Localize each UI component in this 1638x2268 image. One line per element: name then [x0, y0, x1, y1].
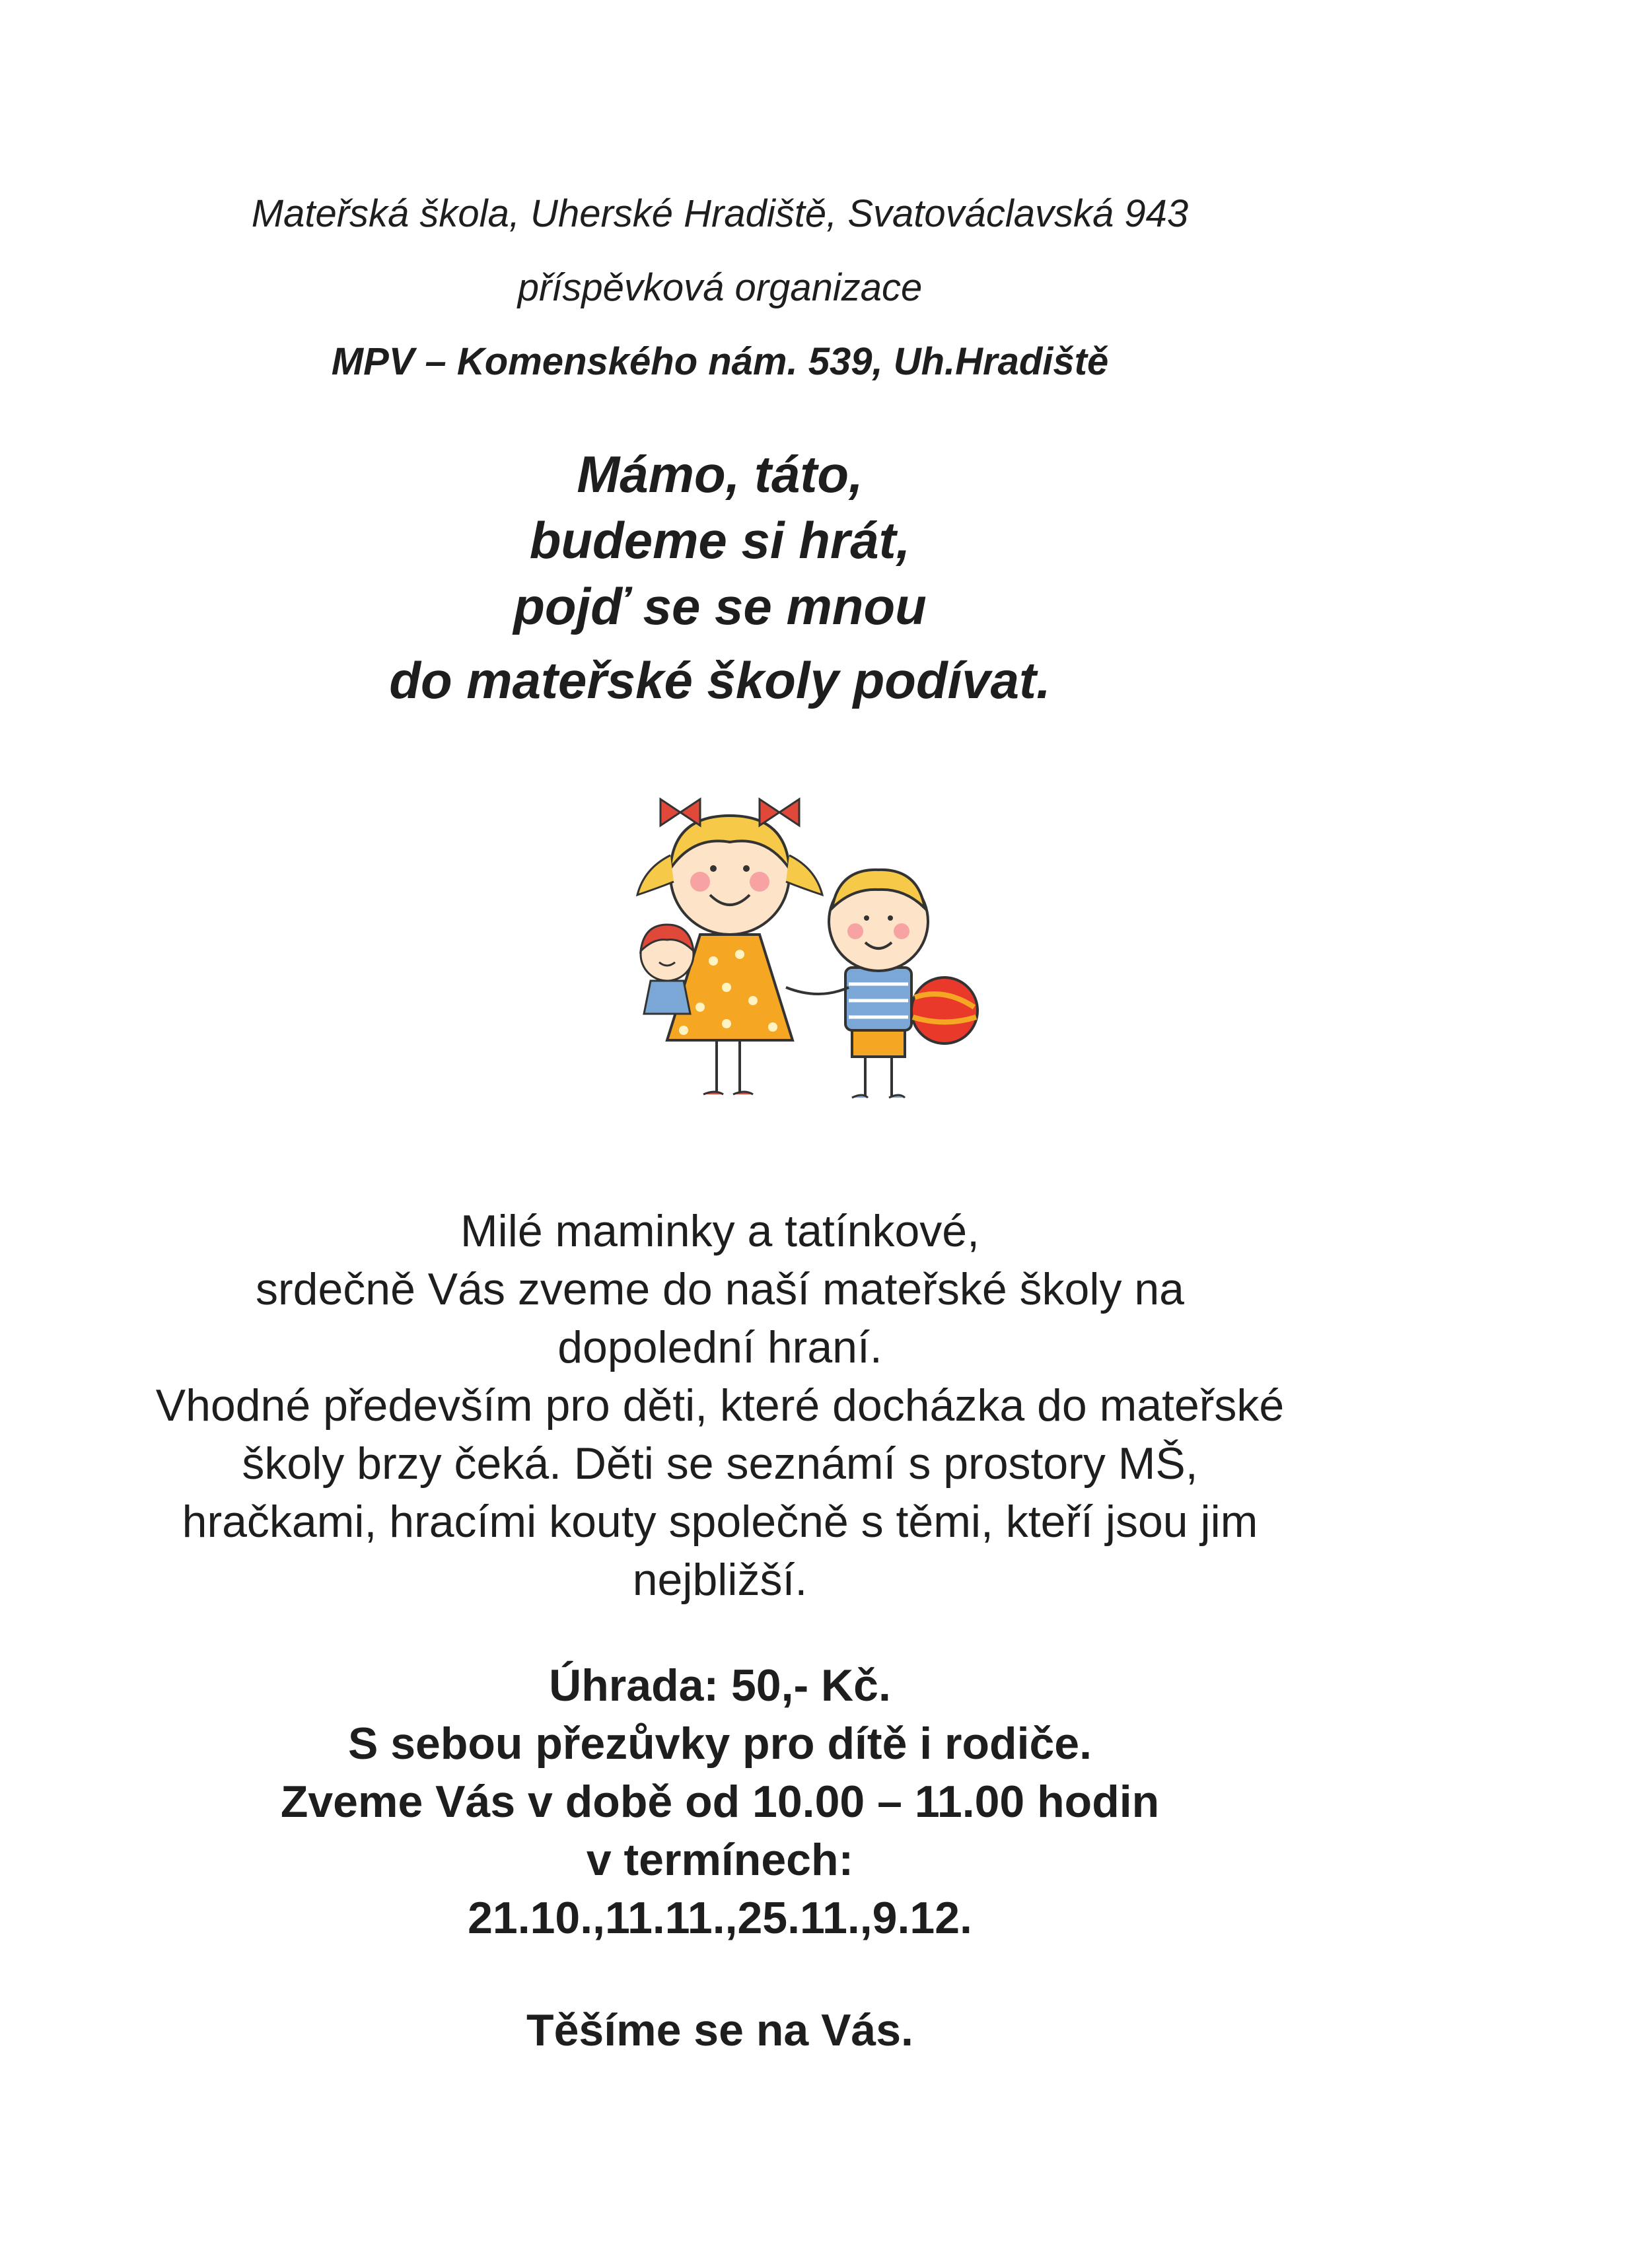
dates-label: v termínech:	[586, 1835, 854, 1885]
school-name: Mateřská škola, Uherské Hradiště, Svatováclavská 943	[251, 192, 1189, 235]
invitation-line: školy brzy čeká. Děti se seznámí s prostory MŠ,	[242, 1438, 1198, 1489]
event-info	[0, 1656, 1440, 1947]
school-type: příspěvková organizace	[517, 266, 923, 309]
school-address: MPV – Komenského nám. 539, Uh.Hradiště	[331, 340, 1109, 383]
payment-info: Úhrada: 50,- Kč.	[549, 1660, 891, 1711]
slogan-line-3: pojď se se mnou	[513, 577, 927, 635]
school-header	[0, 177, 1440, 399]
invitation-line: hračkami, hracími kouty společně s těmi, kteří jsou jim	[182, 1497, 1258, 1547]
slogan	[0, 441, 1440, 713]
invitation-line: dopolední hraní.	[557, 1322, 882, 1372]
invitation-line: srdečně Vás zveme do naší mateřské školy na	[256, 1264, 1184, 1314]
invitation-line: Vhodné především pro děti, které docházka do mateřské	[155, 1380, 1285, 1431]
bring-info: S sebou přezůvky pro dítě i rodiče.	[347, 1719, 1092, 1769]
girl-bow-right	[760, 799, 799, 826]
slogan-line-1: Mámo, táto,	[577, 445, 863, 503]
closing-text: Těšíme se na Vás.	[526, 2005, 913, 2055]
dates-list: 21.10.,11.11.,25.11.,9.12.	[468, 1893, 972, 1943]
girl-bow-left	[660, 799, 700, 826]
invitation-text	[0, 1202, 1440, 1609]
invitation-line: nejbližší.	[632, 1555, 808, 1605]
invitation-line: Milé maminky a tatínkové,	[460, 1206, 980, 1256]
slogan-line-2: budeme si hrát,	[529, 511, 911, 569]
girl-legs	[717, 1040, 740, 1093]
slogan-line-4: do mateřské školy podívat.	[389, 651, 1051, 709]
ball	[911, 977, 978, 1044]
time-info: Zveme Vás v době od 10.00 – 11.00 hodin	[280, 1777, 1160, 1827]
doll	[641, 925, 694, 1014]
children-playing-illustration	[568, 789, 1004, 1133]
